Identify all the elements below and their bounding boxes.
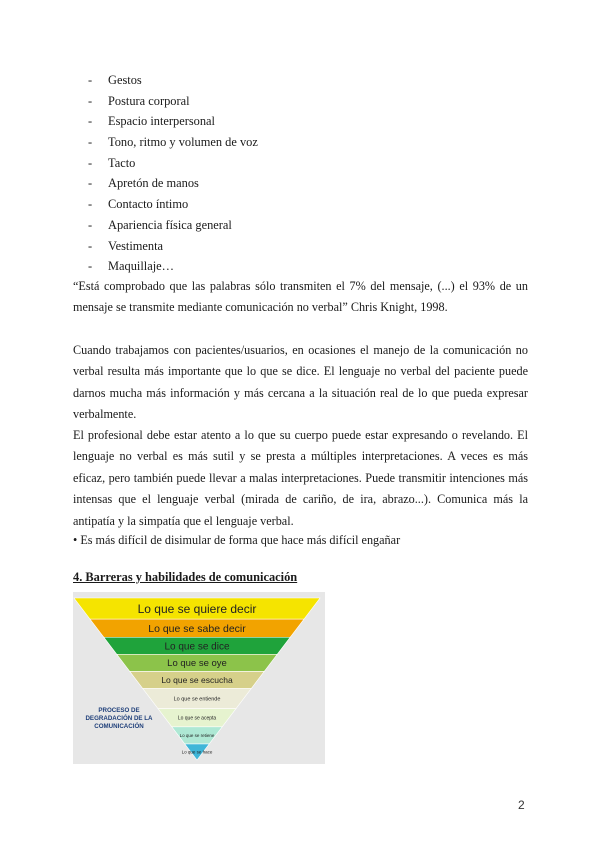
list-item [88,236,258,257]
list-item-text: Apariencia física general [108,217,232,232]
pyramid-level-label: Lo que se sabe decir [148,622,246,635]
pyramid-graphic [73,592,325,764]
pyramid-level-label: Lo que se quiere decir [137,601,257,616]
list-item-text: Contacto íntimo [108,197,189,212]
list-item-text: Tacto [108,155,136,170]
pyramid-level-label: Lo que se escucha [161,674,233,685]
pyramid-level-label: Lo que se retiene [179,732,215,738]
pyramid-level-label: Lo que se acepta [177,715,217,722]
list-dash: - [88,93,93,108]
list-item [88,215,258,236]
list-item-text: Postura corporal [108,93,190,108]
pyramid-level-label: Lo que se dice [164,641,230,653]
nonverbal-list [88,70,258,277]
bullet-paragraph: • Es más difícil de disimular de forma que hace más difícil engañar [73,533,401,547]
quote-paragraph: “Está comprobado que las palabras sólo transmiten el 7% del mensaje, (...) el 93% de un mensaje se transmite mediante comunicación no verbal” Chris Knight, 1998. [73,279,528,315]
page-number: 2 [518,798,525,812]
list-dash: - [88,176,93,191]
list-dash: - [88,135,93,150]
list-item-text: Maquillaje… [108,259,175,274]
pyramid-level-label: Lo que se entiende [173,696,221,703]
list-item-text: Vestimenta [108,238,164,253]
list-item [88,153,258,174]
body-paragraph-1: Cuando trabajamos con pacientes/usuarios, en ocasiones el manejo de la comunicación no verbal resulta más importante que lo que se dice. El lenguaje no verbal del paciente puede darnos mucha más información y más cercana a la situación real de lo que pueda expresar verbalmente. [73,343,528,422]
list-item [88,194,258,215]
list-item [88,111,258,132]
list-dash: - [88,114,93,129]
list-dash: - [88,197,93,212]
list-dash: - [88,217,93,232]
pyramid-side-label: PROCESO DE DEGRADACIÓN DE LA COMUNICACIÓN [85,707,153,730]
list-item-text: Espacio interpersonal [108,114,216,129]
list-dash: - [88,259,93,274]
list-item [88,70,258,91]
list-item [88,173,258,194]
communication-pyramid-figure [73,592,325,764]
pyramid-level-label: Lo que se oye [167,658,227,670]
list-item [88,256,258,277]
list-item-text: Apretón de manos [108,176,199,191]
list-dash: - [88,155,93,170]
list-item-text: Gestos [108,73,142,87]
section-heading: 4. Barreras y habilidades de comunicación [73,570,298,584]
list-dash: - [88,73,93,87]
list-item-text: Tono, ritmo y volumen de voz [108,135,258,150]
list-item [88,91,258,112]
list-item [88,132,258,153]
list-dash: - [88,238,93,253]
pyramid-level-label: Lo que se hace [181,749,213,755]
body-paragraph-2: El profesional debe estar atento a lo que su cuerpo puede estar expresando o revelando. El lenguaje no verbal es más sutil y se presta a múltiples interpretaciones. A veces es más eficaz, pero también puede llevar a malas interpretaciones. Puede transmitir intenciones más intensas que el lenguaje verbal (mirada de cariño, de ira, abrazo...). Comunica más la antipatía y la simpatía que el lenguaje verbal. [73,428,528,528]
